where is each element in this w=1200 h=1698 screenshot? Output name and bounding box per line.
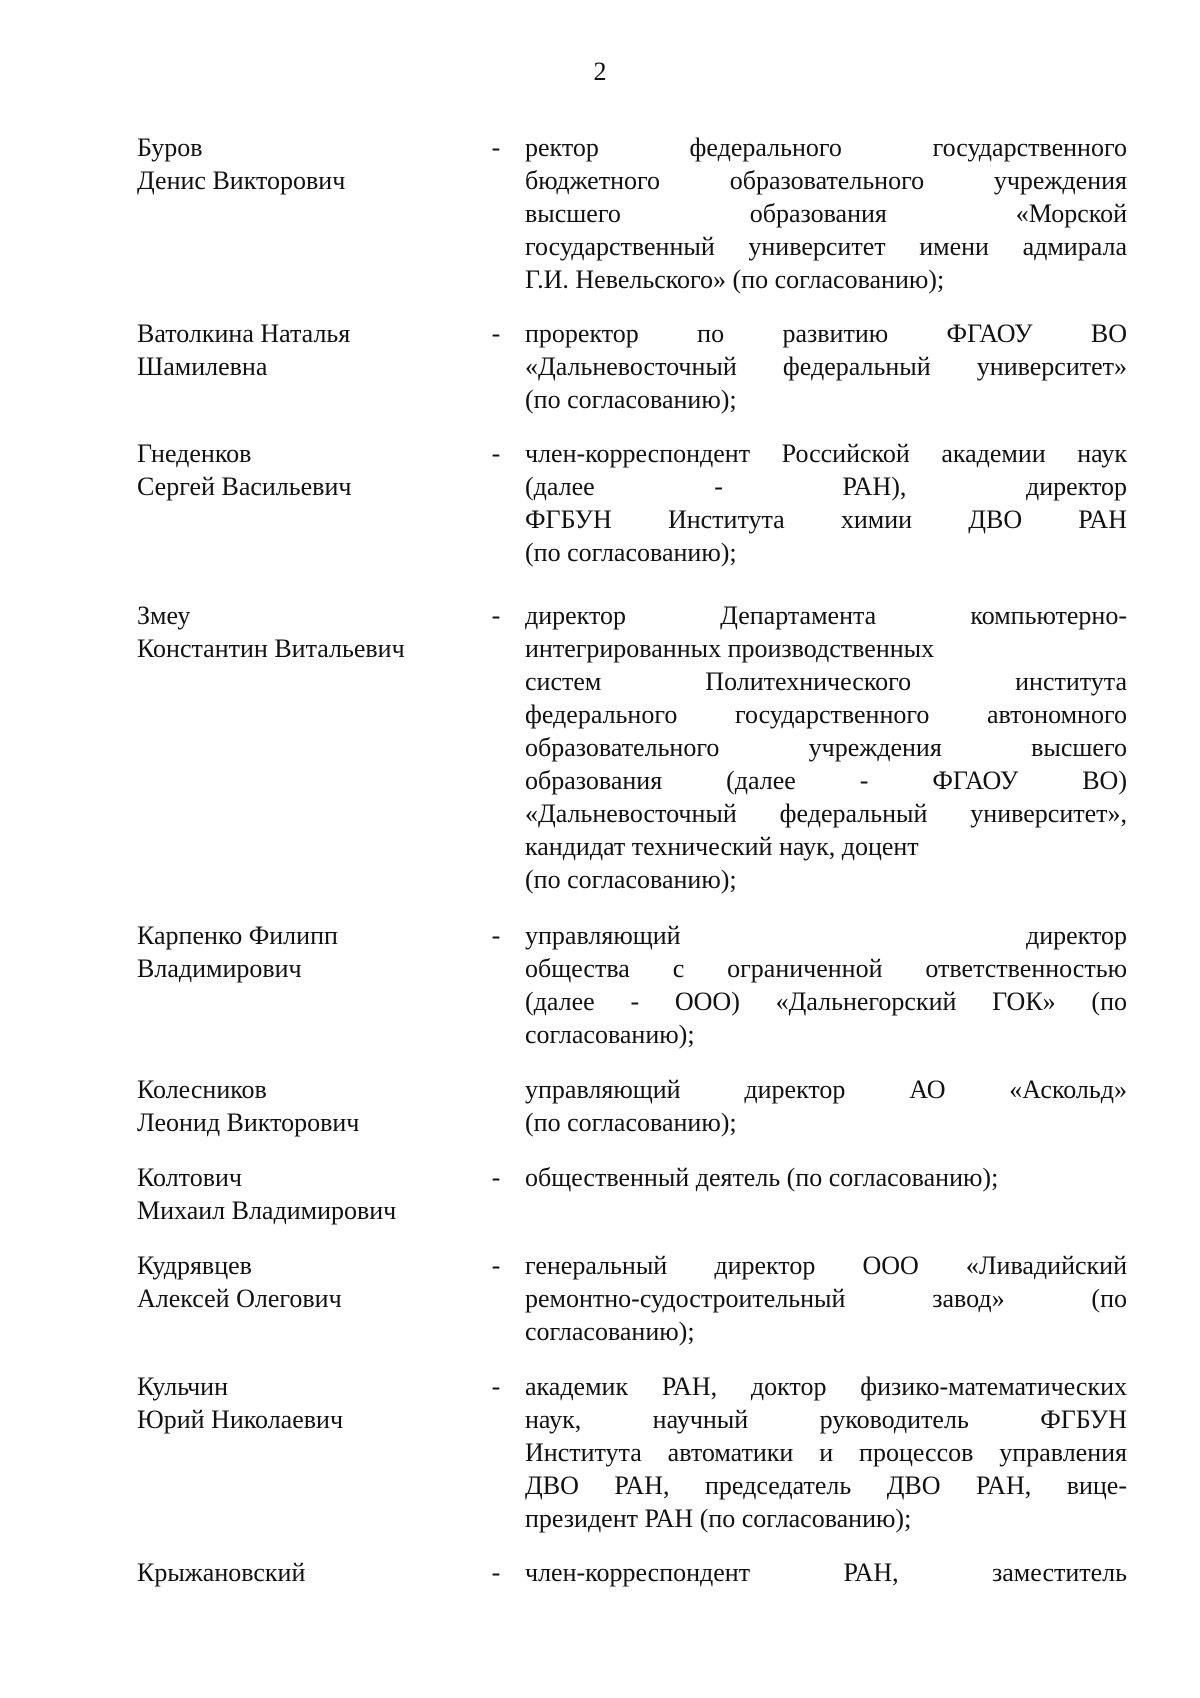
member-name: Гнеденков Сергей Васильевич (137, 439, 352, 501)
member-description: академик РАН, доктор физико-математических наук, научный руководитель ФГБУН Института автоматики и процессов управления ДВО РАН, председатель ДВО РАН, вице- президент РАН (по согласованию); (525, 1372, 1127, 1533)
member-name: Колтович Михаил Владимирович (137, 1163, 397, 1225)
member-description: проректор по развитию ФГАОУ ВО «Дальневосточный федеральный университет» (по согласованию); (525, 319, 1127, 414)
member-description: член-корреспондент Российской академии наук (далее - РАН), директор ФГБУН Института химии ДВО РАН (по согласованию); (525, 439, 1127, 567)
separator-dash: - (491, 439, 501, 468)
member-description: управляющий директор общества с ограниченной ответственностью (далее - ООО) «Дальнегорский ГОК» (по согласованию); (525, 921, 1127, 1049)
member-name: Кудрявцев Алексей Олегович (137, 1251, 342, 1313)
member-description: ректор федерального государственного бюджетного образовательного учреждения высшего образования «Морской государственный университет имени адмирала Г.И. Невельского» (по согласованию); (525, 133, 1127, 294)
member-name: Кульчин Юрий Николаевич (137, 1372, 344, 1434)
separator-dash: - (491, 1372, 501, 1401)
member-name: Крыжановский (137, 1558, 306, 1587)
member-description: член-корреспондент РАН, заместитель (525, 1558, 1127, 1587)
member-name: Карпенко Филипп Владимирович (137, 921, 338, 983)
member-name: Колесников Леонид Викторович (137, 1075, 360, 1137)
separator-dash: - (491, 1163, 501, 1192)
member-description: директор Департамента компьютерно- интегрированных производственных систем Политехнического института федерального государственного автономного образовательного учреждения высшего образования (далее - ФГАОУ ВО) «Дальневосточный федеральный университет», кандидат технический наук, доцент (по согласованию); (525, 601, 1127, 894)
separator-dash: - (491, 319, 501, 348)
separator-dash: - (491, 601, 501, 630)
separator-dash: - (491, 1251, 501, 1280)
separator-dash: - (491, 1558, 501, 1587)
separator-dash: - (491, 921, 501, 950)
member-name: Змеу Константин Витальевич (137, 601, 405, 663)
separator-dash: - (491, 133, 501, 162)
member-description: генеральный директор ООО «Ливадийский ремонтно-судостроительный завод» (по согласованию); (525, 1251, 1127, 1346)
member-name: Буров Денис Викторович (137, 133, 346, 195)
member-name: Ватолкина Наталья Шамилевна (137, 319, 351, 381)
member-description: общественный деятель (по согласованию); (525, 1163, 999, 1192)
page-number: 2 (593, 57, 607, 86)
member-description: управляющий директор АО «Аскольд» (по согласованию); (525, 1075, 1127, 1137)
